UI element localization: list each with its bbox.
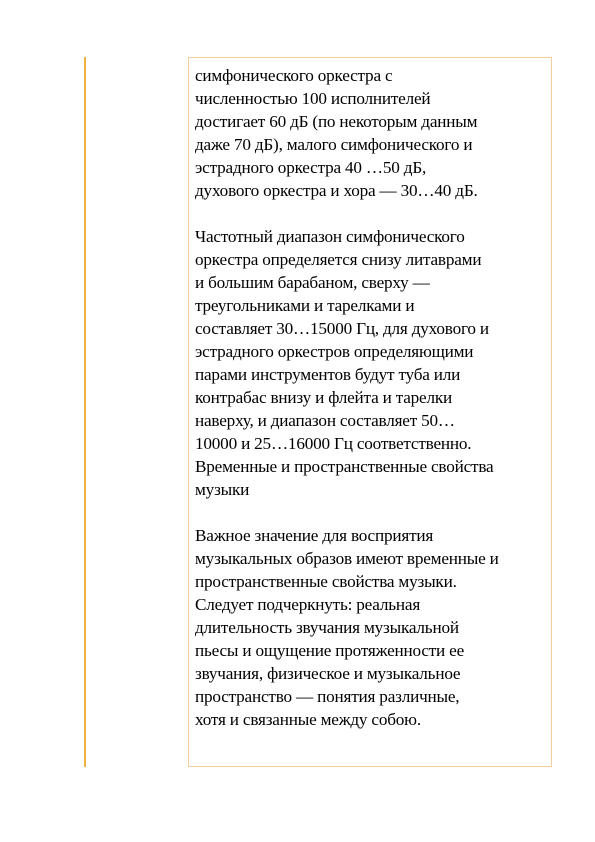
- text-line: пьесы и ощущение протяженности ее: [195, 641, 465, 660]
- text-line: численностью 100 исполнителей: [195, 89, 431, 108]
- text-line: пространственные свойства музыки.: [195, 572, 457, 591]
- text-line: наверху, и диапазон составляет 50…: [195, 411, 455, 430]
- text-line: Следует подчеркнуть: реальная: [195, 595, 421, 614]
- text-line: парами инструментов будут туба или: [195, 365, 461, 384]
- text-line: Временные и пространственные свойства: [195, 457, 494, 476]
- text-line: треугольниками и тарелками и: [195, 296, 415, 315]
- text-line: оркестра определяется снизу литаврами: [195, 250, 482, 269]
- text-line: 10000 и 25…16000 Гц соответственно.: [195, 434, 472, 453]
- paragraph-gap: [195, 202, 547, 225]
- text-line: пространство — понятия различные,: [195, 687, 460, 706]
- paragraph-frequency-range: [195, 225, 547, 501]
- left-margin-rule: [84, 57, 86, 767]
- text-line: даже 70 дБ), малого симфонического и: [195, 135, 473, 154]
- paragraph-orchestra-loudness: [195, 64, 547, 202]
- paragraph-gap: [195, 501, 547, 524]
- text-line: музыкальных образов имеют временные и: [195, 549, 499, 568]
- text-line: Частотный диапазон симфонического: [195, 227, 465, 246]
- text-line: музыки: [195, 480, 250, 499]
- text-line: хотя и связанные между собою.: [195, 710, 421, 729]
- paragraph-temporal-spatial: [195, 524, 547, 731]
- text-line: звучания, физическое и музыкальное: [195, 664, 461, 683]
- text-line: достигает 60 дБ (по некоторым данным: [195, 112, 478, 131]
- text-line: составляет 30…15000 Гц, для духового и: [195, 319, 489, 338]
- text-line: Важное значение для восприятия: [195, 526, 434, 545]
- text-line: эстрадного оркестра 40 …50 дБ,: [195, 158, 427, 177]
- text-line: эстрадного оркестров определяющими: [195, 342, 474, 361]
- text-line: и большим барабаном, сверху —: [195, 273, 430, 292]
- text-line: симфонического оркестра с: [195, 66, 393, 85]
- text-frame: [188, 57, 552, 767]
- text-line: длительность звучания музыкальной: [195, 618, 459, 637]
- text-line: контрабас внизу и флейта и тарелки: [195, 388, 452, 407]
- text-line: духового оркестра и хора — 30…40 дБ.: [195, 181, 478, 200]
